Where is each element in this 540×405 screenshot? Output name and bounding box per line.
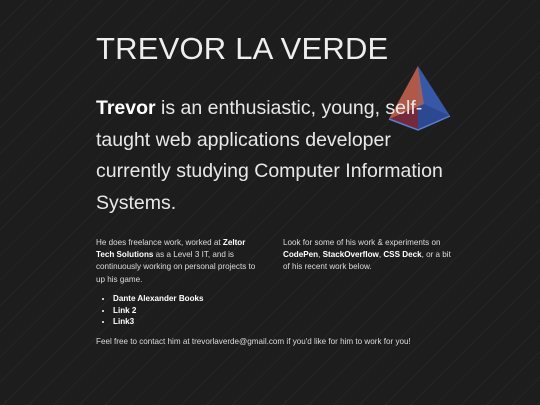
list-item xyxy=(113,316,204,328)
list-item xyxy=(113,305,204,317)
stackoverflow-link[interactable]: StackOverflow xyxy=(322,250,379,260)
about-text-1: He does freelance work, worked at xyxy=(96,238,223,247)
intro-name: Trevor xyxy=(96,97,156,119)
codepen-link[interactable]: CodePen xyxy=(283,250,319,260)
site-title: TREVOR LA VERDE xyxy=(96,31,389,66)
work-sep-1: , xyxy=(318,250,323,260)
about-paragraph xyxy=(96,237,264,286)
contact-paragraph: Feel free to contact him at trevorlaverde@gmail.com if you'd like for him to work for you! xyxy=(96,337,411,346)
project-link-2[interactable]: Link 2 xyxy=(113,305,137,315)
work-text-2: , or a bit of his recent work below. xyxy=(283,250,451,272)
work-text-1: Look for some of his work & experiments on xyxy=(283,238,441,247)
company-name: Zeltor Tech Solutions xyxy=(96,238,246,260)
project-link-3[interactable]: Link3 xyxy=(113,317,135,327)
header xyxy=(96,30,456,68)
projects-list xyxy=(96,293,204,328)
work-sep-2: , xyxy=(378,250,384,260)
about-text-2: as a Level 3 IT, and is continuously working on personal projects to up his game. xyxy=(96,250,256,284)
cssdeck-link[interactable]: CSS Deck xyxy=(383,250,422,260)
project-link-dante[interactable]: Dante Alexander Books xyxy=(113,294,204,303)
list-item xyxy=(113,293,204,305)
intro-paragraph xyxy=(96,93,456,219)
intro-text: is an enthusiastic, young, self-taught web applications developer currently studying Computer Information Systems. xyxy=(96,97,443,214)
work-paragraph xyxy=(283,237,451,274)
